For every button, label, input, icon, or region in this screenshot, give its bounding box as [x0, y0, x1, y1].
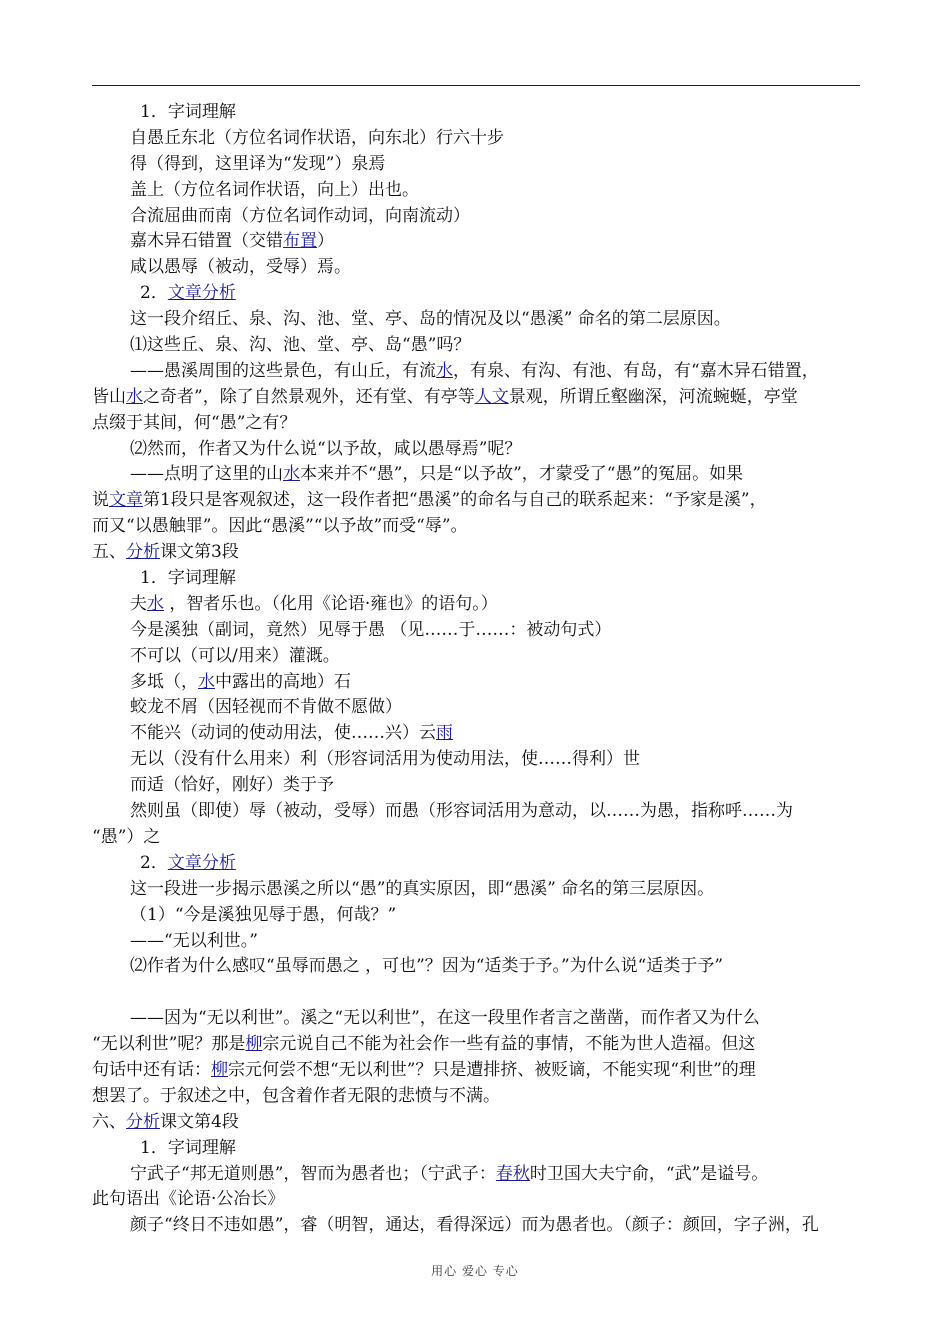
text-line	[92, 618, 860, 644]
text-segment: ⑵然而，作者又为什么说“以予故，咸以愚辱焉”呢？	[130, 438, 522, 459]
text-segment: ⑵作者为什么感叹“虽辱而愚之 ，可也”？因为“适类于予。”为什么说“适类于予”	[130, 956, 724, 977]
text-segment: 六、	[92, 1111, 126, 1132]
text-segment: 宗元说自己不能为社会作一些有益的事情，不能为世人造福。但这	[262, 1034, 756, 1055]
header-rule	[92, 85, 860, 86]
text-segment: 句话中还有话：	[92, 1059, 211, 1080]
text-segment: 1．字词理解	[140, 1137, 236, 1158]
text-segment: 而又“以愚触罪”。因此“愚溪”“以予故”而受“辱”。	[92, 516, 468, 537]
text-segment: 第1段只是客观叙述，这一段作者把“愚溪”的命名与自己的联系起来：“予家是溪”，	[143, 490, 767, 511]
text-line	[92, 695, 860, 721]
text-line	[92, 1058, 860, 1084]
text-line	[92, 1110, 860, 1136]
text-line	[92, 954, 860, 980]
text-line	[92, 437, 860, 463]
text-segment: 今是溪独（副词，竟然）见辱于愚 （见……于……：被动句式）	[130, 619, 612, 640]
text-line	[92, 747, 860, 773]
text-segment: 想罢了。于叙述之中，包含着作者无限的悲愤与不满。	[92, 1085, 500, 1106]
keyword-link[interactable]: 文章分析	[167, 852, 236, 873]
text-segment: “愚”）之	[92, 826, 161, 847]
keyword-link[interactable]: 文章	[109, 490, 143, 511]
text-segment: 1．字词理解	[140, 568, 236, 589]
text-segment: ⑴这些丘、泉、沟、池、堂、亭、岛“愚”吗？	[130, 335, 471, 356]
text-segment: 颜子“终日不违如愚”，睿（明智，通达，看得深远）而为愚者也。（颜子：颜回，字子洲，孔	[130, 1215, 819, 1236]
text-segment: ——愚溪周围的这些景色，有山丘，有流	[130, 360, 436, 381]
keyword-link[interactable]: 水	[436, 360, 453, 381]
keyword-link[interactable]: 水	[126, 386, 143, 407]
text-segment: 五、	[92, 542, 126, 563]
text-line	[92, 204, 860, 230]
text-segment: 而适（恰好，刚好）类于予	[130, 775, 334, 796]
text-line	[92, 307, 860, 333]
text-segment: 点缀于其间，何“愚”之有？	[92, 412, 297, 433]
text-line	[92, 1187, 860, 1213]
text-segment: 1．字词理解	[140, 102, 236, 122]
keyword-link[interactable]: 水	[147, 593, 164, 614]
keyword-link[interactable]: 分析	[126, 1111, 160, 1132]
text-line	[92, 385, 860, 411]
keyword-link[interactable]: 人文	[474, 386, 509, 407]
blank-line	[92, 980, 860, 1006]
text-segment: ——点明了这里的山	[130, 464, 283, 485]
text-segment: 2．	[140, 852, 168, 873]
text-segment: ，有泉、有沟、有池、有岛，有“嘉木异石错置，	[453, 360, 819, 381]
text-line	[92, 903, 860, 929]
text-segment: 夫	[130, 593, 147, 614]
text-segment: 之奇者”，除了自然景观外，还有堂、有亭等	[143, 386, 475, 407]
text-segment: ，智者乐也。（化用《论语·雍也》的语句。）	[164, 593, 498, 614]
text-segment: 中露出的高地）石	[215, 671, 351, 692]
text-segment: ——“无以利世。”	[130, 930, 258, 951]
keyword-link[interactable]: 雨	[436, 723, 453, 744]
text-line	[92, 644, 860, 670]
text-segment: 蛟龙不屑（因轻视而不肯做不愿做）	[130, 697, 402, 718]
keyword-link[interactable]: 柳	[211, 1059, 228, 1080]
text-segment: 咸以愚辱（被动，受辱）焉。	[130, 257, 351, 278]
text-line	[92, 566, 860, 592]
text-segment: 2．	[140, 283, 168, 304]
text-segment: 这一段进一步揭示愚溪之所以“愚”的真实原因，即“愚溪” 命名的第三层原因。	[130, 878, 715, 899]
document-body	[92, 100, 860, 1239]
text-line	[92, 721, 860, 747]
text-line	[92, 1032, 860, 1058]
text-line	[92, 411, 860, 437]
page-footer: 用心 爱心 专心	[431, 1264, 519, 1278]
text-segment: 宗元何尝不想“无以利世”？只是遭排挤、被贬谪，不能实现“利世”的理	[228, 1059, 756, 1080]
keyword-link[interactable]: 文章分析	[167, 283, 236, 304]
text-segment: 此句语出《论语·公冶长》	[92, 1189, 285, 1210]
text-line	[92, 929, 860, 955]
text-segment: 皆山	[92, 386, 126, 407]
text-segment: 多坻（，	[130, 671, 198, 692]
keyword-link[interactable]: 水	[198, 671, 215, 692]
text-line	[92, 1162, 860, 1188]
text-line	[92, 540, 860, 566]
text-line	[92, 514, 860, 540]
keyword-link[interactable]: 柳	[245, 1034, 263, 1055]
text-segment: 不可以（可以/用来）灌溉。	[130, 645, 340, 666]
text-line	[92, 1006, 860, 1032]
text-line	[92, 851, 860, 877]
text-line	[92, 229, 860, 255]
text-line	[92, 359, 860, 385]
text-line	[92, 281, 860, 307]
text-line	[92, 877, 860, 903]
text-segment: 景观，所谓丘壑幽深，河流蜿蜒，亭堂	[508, 386, 798, 407]
text-line	[92, 592, 860, 618]
text-line	[92, 126, 860, 152]
text-segment: 嘉木异石错置（交错	[130, 231, 283, 252]
text-segment: 不能兴（动词的使动用法，使……兴）云	[130, 723, 436, 744]
text-line	[92, 825, 860, 851]
text-line	[92, 773, 860, 799]
text-segment: 然则虽（即使）辱（被动，受辱）而愚（形容词活用为意动，以……为愚，指称呼……为	[130, 801, 793, 822]
keyword-link[interactable]: 分析	[126, 542, 160, 563]
text-segment: 得（得到，这里译为“发现”）泉焉	[130, 153, 386, 174]
text-line	[92, 152, 860, 178]
text-segment: ）	[317, 231, 334, 252]
text-line	[92, 178, 860, 204]
text-segment: 时卫国大夫宁俞，“武”是谥号。	[529, 1163, 769, 1184]
text-segment: 说	[92, 490, 109, 511]
text-line	[92, 100, 860, 126]
text-segment: 无以（没有什么用来）利（形容词活用为使动用法，使……得利）世	[130, 749, 640, 770]
text-segment: （1）“今是溪独见辱于愚，何哉？”	[130, 904, 397, 925]
text-segment: 这一段介绍丘、泉、沟、池、堂、亭、岛的情况及以“愚溪” 命名的第二层原因。	[130, 309, 731, 330]
keyword-link[interactable]: 布置	[283, 231, 317, 252]
text-line	[92, 488, 860, 514]
text-segment: 合流屈曲而南（方位名词作动词，向南流动）	[130, 205, 470, 226]
text-line	[92, 1136, 860, 1162]
text-line	[92, 255, 860, 281]
text-line	[92, 670, 860, 696]
text-line	[92, 462, 860, 488]
text-segment: 本来并不“愚”，只是“以予故”，才蒙受了“愚”的冤屈。如果	[300, 464, 744, 485]
keyword-link[interactable]: 春秋	[495, 1163, 530, 1184]
text-segment: 课文第3段	[160, 542, 239, 563]
text-segment: ——因为“无以利世”。溪之“无以利世”，在这一段里作者言之凿凿，而作者又为什么	[130, 1008, 760, 1029]
text-segment: “无以利世”呢？那是	[92, 1034, 246, 1055]
text-line	[92, 799, 860, 825]
text-segment: 课文第4段	[160, 1111, 239, 1132]
text-segment: 自愚丘东北（方位名词作状语，向东北）行六十步	[130, 127, 504, 148]
text-segment: 盖上（方位名词作状语，向上）出也。	[130, 179, 419, 200]
text-line	[92, 1213, 860, 1239]
text-segment: 宁武子“邦无道则愚”，智而为愚者也；（宁武子：	[130, 1163, 496, 1184]
text-line	[92, 1084, 860, 1110]
keyword-link[interactable]: 水	[283, 464, 300, 485]
text-line	[92, 333, 860, 359]
